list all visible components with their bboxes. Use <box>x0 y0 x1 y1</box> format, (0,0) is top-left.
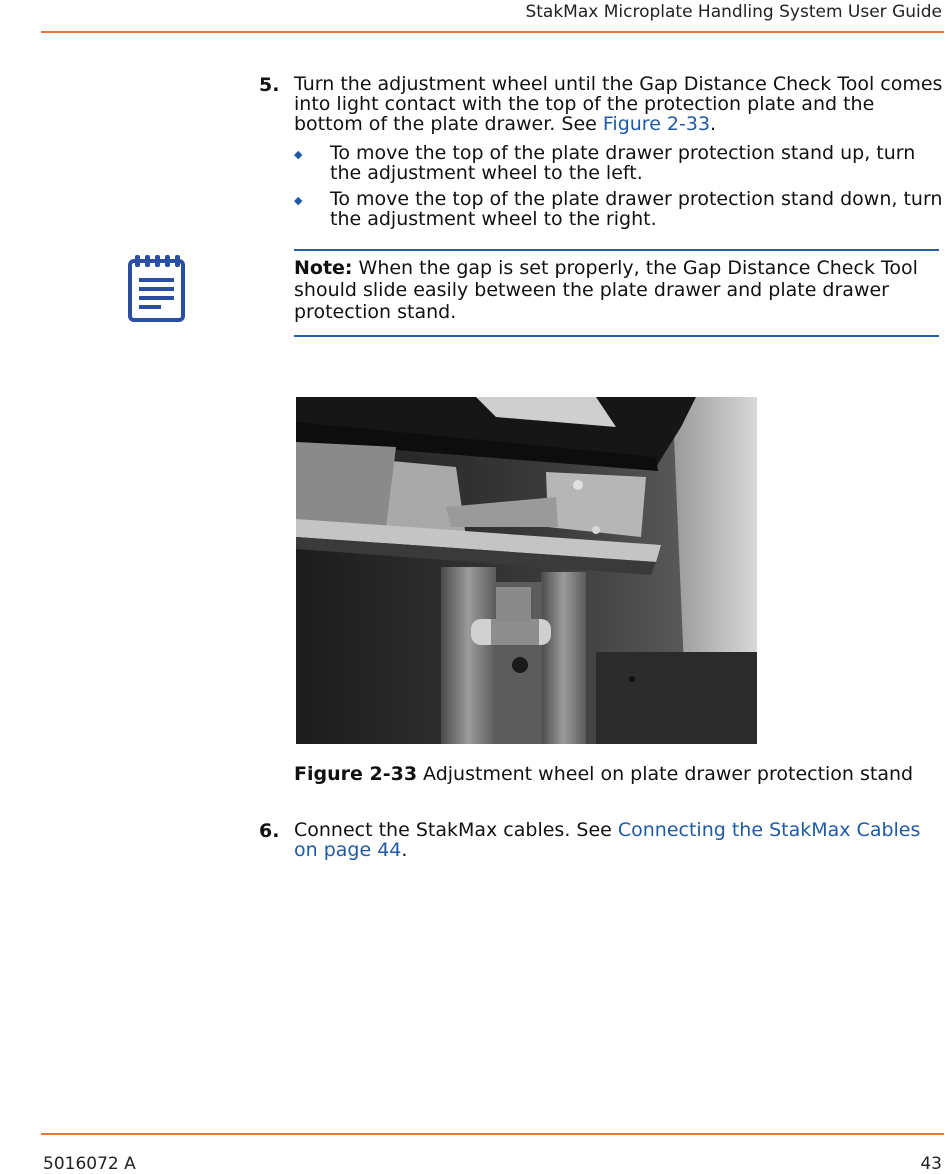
step-5-number: 5. <box>259 74 280 96</box>
figure-photo-adjustment-wheel <box>296 397 757 744</box>
step-5-period: . <box>710 113 717 135</box>
diamond-bullet-icon: ◆ <box>294 194 303 207</box>
footer-doc-number: 5016072 A <box>43 1154 136 1174</box>
note-label: Note: <box>294 257 353 279</box>
step-6-number: 6. <box>259 820 280 842</box>
running-header: StakMax Microplate Handling System User Guide <box>525 2 942 22</box>
diamond-bullet-icon: ◆ <box>294 148 303 161</box>
footer-page-number: 43 <box>920 1154 942 1174</box>
notepad-icon <box>128 254 185 322</box>
bullet-item-up: To move the top of the plate drawer protection stand up, turn the adjustment wheel to the left. <box>330 142 916 184</box>
step-6-text <box>294 820 944 860</box>
note-rule-top <box>294 249 939 251</box>
bullet-item-down: To move the top of the plate drawer protection stand down, turn the adjustment wheel to the right. <box>330 188 943 230</box>
header-rule <box>41 31 944 33</box>
note-rule-bottom <box>294 335 939 337</box>
figure-2-33-link[interactable]: Figure 2-33 <box>602 113 711 135</box>
step-5-body: Turn the adjustment wheel until the Gap Distance Check Tool comes into light contact with the top of the protection plate and the bottom of the plate drawer. See <box>294 73 943 135</box>
footer-rule <box>41 1133 944 1135</box>
step-6-period: . <box>401 839 408 861</box>
step-5-text <box>294 74 944 134</box>
note-body: When the gap is set properly, the Gap Distance Check Tool should slide easily between the plate drawer and plate drawer protection stand. <box>294 257 918 323</box>
step-6-body: Connect the StakMax cables. See <box>294 819 618 841</box>
note-text <box>294 257 939 323</box>
figure-caption-text: Adjustment wheel on plate drawer protection stand <box>423 763 914 785</box>
connecting-cables-link[interactable]: Connecting the StakMax Cables on page 44 <box>294 819 921 861</box>
figure-label: Figure 2-33 <box>294 763 418 785</box>
figure-caption <box>294 762 939 786</box>
